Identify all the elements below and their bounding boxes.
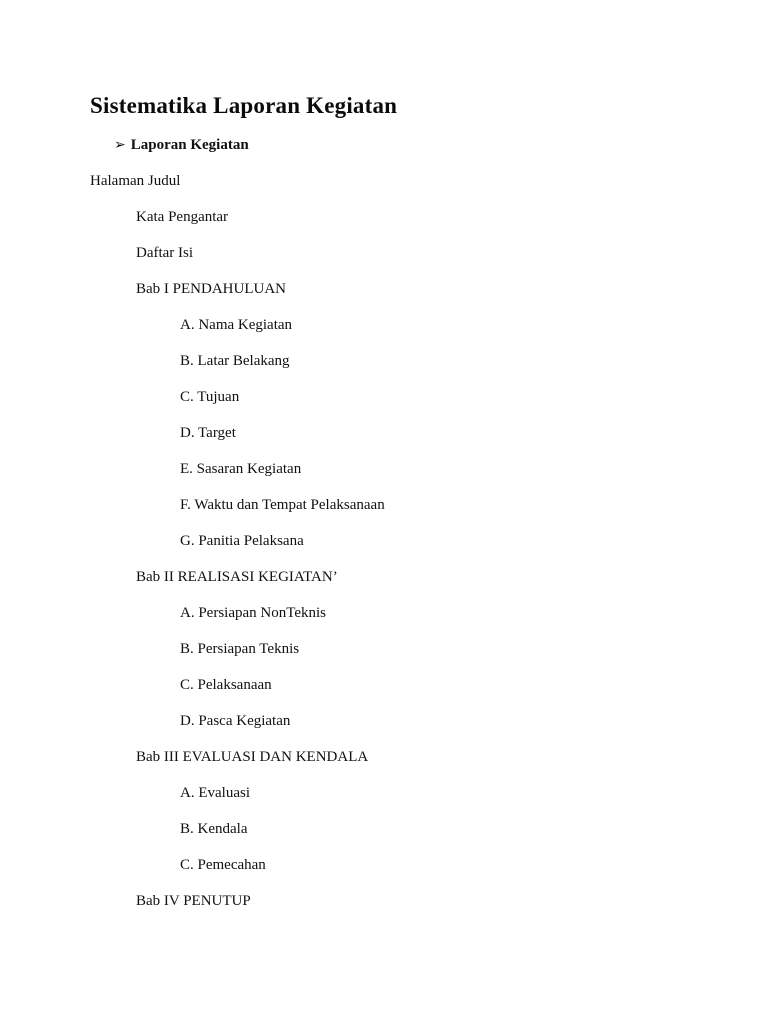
- outline-item: F. Waktu dan Tempat Pelaksanaan: [180, 496, 385, 513]
- outline-item: A. Evaluasi: [180, 784, 250, 801]
- arrow-bullet-icon: ➢: [114, 138, 126, 153]
- outline-item: Halaman Judul: [90, 172, 181, 189]
- document-title: Sistematika Laporan Kegiatan: [90, 93, 398, 118]
- bullet-list-item: [0, 137, 768, 154]
- outline-item: C. Pelaksanaan: [180, 676, 272, 693]
- outline-item: D. Target: [180, 424, 236, 441]
- outline-item: C. Pemecahan: [180, 856, 266, 873]
- outline-item: B. Latar Belakang: [180, 352, 290, 369]
- outline-item: Bab I PENDAHULUAN: [136, 280, 286, 297]
- outline-item: G. Panitia Pelaksana: [180, 532, 304, 549]
- outline-item: A. Persiapan NonTeknis: [180, 604, 327, 621]
- bullet-item-label: Laporan Kegiatan: [130, 137, 249, 153]
- outline-item: A. Nama Kegiatan: [180, 316, 293, 333]
- outline-item: D. Pasca Kegiatan: [180, 712, 291, 729]
- outline-item: Bab II REALISASI KEGIATAN’: [136, 568, 338, 585]
- outline-item: Bab III EVALUASI DAN KENDALA: [136, 748, 369, 765]
- outline-item: Daftar Isi: [136, 244, 194, 261]
- outline-item: B. Persiapan Teknis: [180, 640, 300, 657]
- outline-list: [0, 163, 768, 919]
- outline-item: Bab IV PENUTUP: [136, 892, 251, 909]
- outline-item: Kata Pengantar: [136, 208, 229, 225]
- outline-item: E. Sasaran Kegiatan: [180, 460, 302, 477]
- outline-item: C. Tujuan: [180, 388, 240, 405]
- outline-item: B. Kendala: [180, 820, 248, 837]
